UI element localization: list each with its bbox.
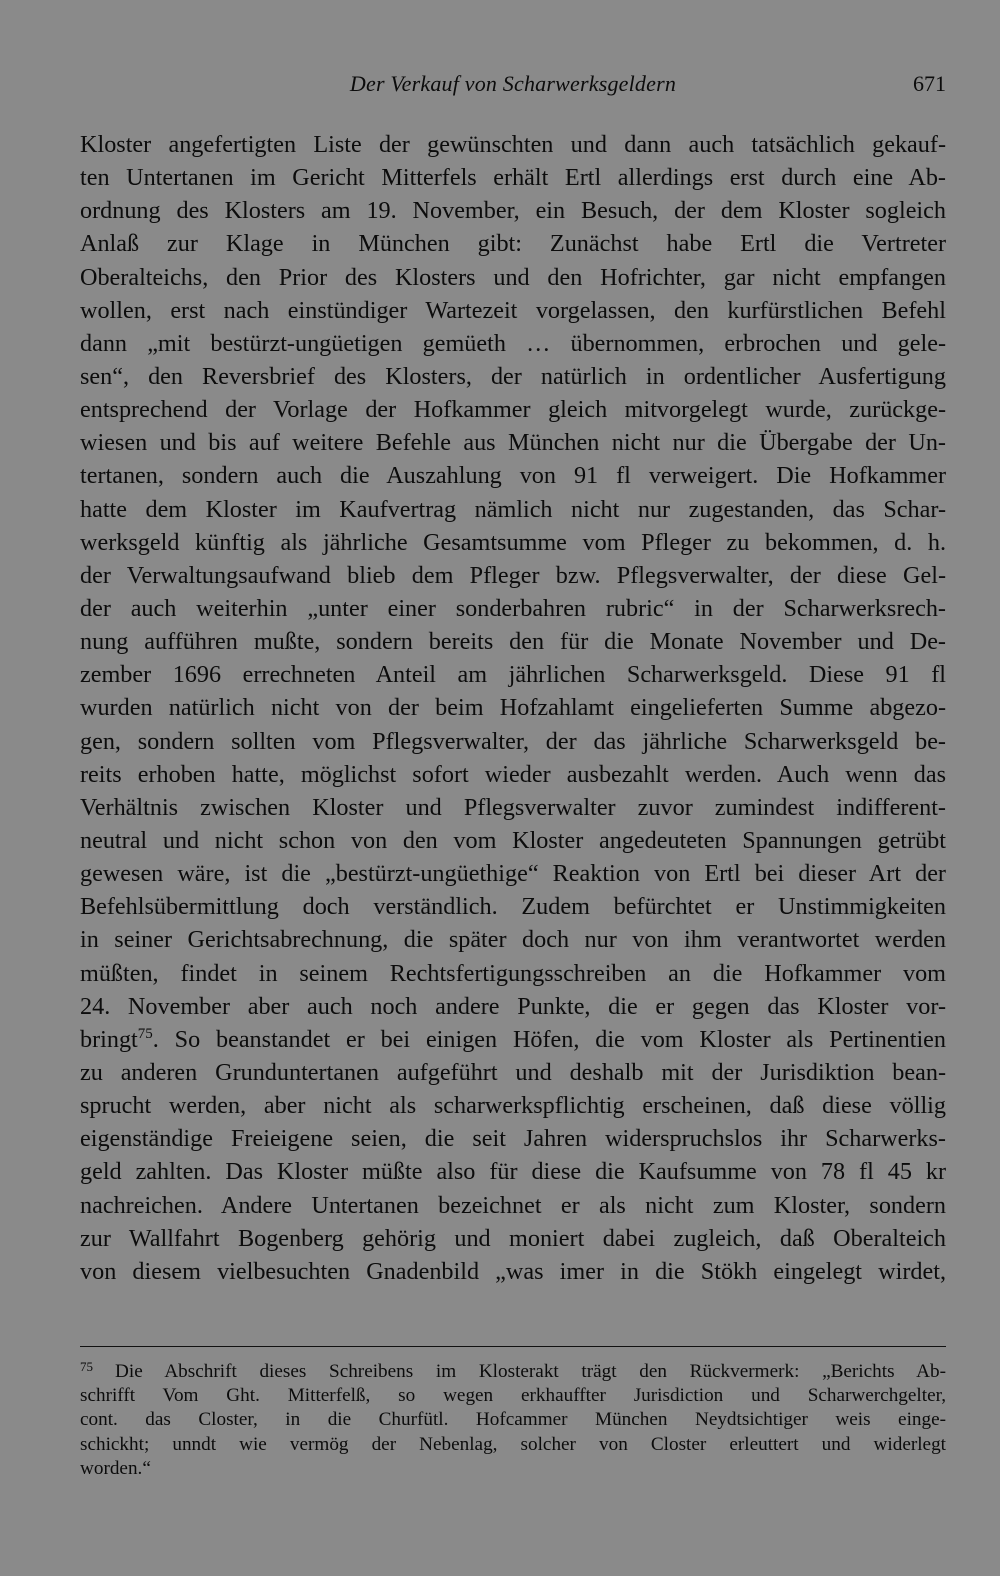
footnote-line: schrifft Vom Ght. Mitterfelß, so wegen erkhauffter Jurisdiction und Scharwerchgelter,	[80, 1385, 946, 1407]
text-line: zur Wallfahrt Bogenberg gehörig und moniert dabei zugleich, daß Oberalteich	[80, 1224, 946, 1252]
text-line: tertanen, sondern auch die Auszahlung von 91 fl verweigert. Die Hofkammer	[80, 462, 946, 490]
footnote-line	[80, 1360, 946, 1384]
text-line: Kloster angefertigten Liste der gewünschten und dann auch tatsächlich gekauf-	[80, 131, 946, 158]
text-line: müßten, findet in seinem Rechtsfertigungsschreiben an die Hofkammer vom	[80, 959, 946, 987]
text-line: wurden natürlich nicht von der beim Hofzahlamt eingelieferten Summe abgezo-	[80, 694, 946, 722]
text-line: hatte dem Kloster im Kaufvertrag nämlich nicht nur zugestanden, das Schar-	[80, 495, 946, 523]
footnote-divider	[80, 1346, 946, 1347]
text-line: der auch weiterhin „unter einer sonderbahren rubric“ in der Scharwerksrech-	[80, 594, 946, 622]
text-fragment: . So beanstandet er bei einigen Höfen, die vom Kloster als Pertinentien	[152, 1025, 946, 1053]
footnote-reference[interactable]: 75	[137, 1025, 153, 1042]
text-line: sprucht werden, aber nicht als scharwerkspflichtig erscheinen, daß diese völlig	[80, 1092, 946, 1120]
text-line: eigenständige Freieigene seien, die seit Jahren widerspruchslos ihr Scharwerks-	[80, 1125, 946, 1153]
text-line: entsprechend der Vorlage der Hofkammer gleich mitvorgelegt wurde, zurückge-	[80, 396, 946, 424]
text-line: neutral und nicht schon von den vom Kloster angedeuteten Spannungen getrübt	[80, 826, 946, 854]
text-line: dann „mit bestürzt-ungüetigen gemüeth … übernommen, erbrochen und gele-	[80, 329, 946, 357]
text-line: geld zahlten. Das Kloster müßte also für diese die Kaufsumme von 78 fl 45 kr	[80, 1158, 946, 1186]
text-line: wiesen und bis auf weitere Befehle aus München nicht nur die Übergabe der Un-	[80, 429, 946, 457]
text-line: von diesem vielbesuchten Gnadenbild „was imer in die Stökh eingelegt wirdet,	[80, 1257, 946, 1285]
text-line: sen“, den Reversbrief des Klosters, der natürlich in ordentlicher Ausfertigung	[80, 362, 946, 390]
body-text	[80, 128, 946, 1288]
text-line: gewesen wäre, ist die „bestürzt-ungüethige“ Reaktion von Ertl bei dieser Art der	[80, 860, 946, 888]
text-line: gen, sondern sollten vom Pflegsverwalter, der das jährliche Scharwerksgeld be-	[80, 727, 946, 755]
text-line: nachreichen. Andere Untertanen bezeichnet er als nicht zum Kloster, sondern	[80, 1191, 946, 1219]
running-header	[80, 66, 946, 102]
text-line: in seiner Gerichtsabrechnung, die später doch nur von ihm verantwortet werden	[80, 926, 946, 954]
text-line: Oberalteichs, den Prior des Klosters und den Hofrichter, gar nicht empfangen	[80, 263, 946, 291]
text-line: wollen, erst nach einstündiger Wartezeit vorgelassen, den kurfürstlichen Befehl	[80, 296, 946, 324]
text-line-with-footnote-ref	[80, 1023, 946, 1056]
footnote	[80, 1360, 946, 1481]
text-line: ten Untertanen im Gericht Mitterfels erhält Ertl allerdings erst durch eine Ab-	[80, 164, 946, 192]
text-line: reits erhoben hatte, möglichst sofort wieder ausbezahlt werden. Auch wenn das	[80, 760, 946, 788]
text-line: 24. November aber auch noch andere Punkte, die er gegen das Kloster vor-	[80, 992, 946, 1020]
text-line: Verhältnis zwischen Kloster und Pflegsverwalter zuvor zumindest indifferent-	[80, 793, 946, 821]
footnote-text: Die Abschrift dieses Schreibens im Klosterakt trägt den Rückvermerk: „Berichts Ab-	[115, 1361, 946, 1382]
text-line: Anlaß zur Klage in München gibt: Zunächst habe Ertl die Vertreter	[80, 230, 946, 258]
footnote-number: 75	[80, 1359, 93, 1374]
text-line: zu anderen Grunduntertanen aufgeführt und deshalb mit der Jurisdiktion bean-	[80, 1058, 946, 1086]
text-line: nung aufführen mußte, sondern bereits den für die Monate November und De-	[80, 628, 946, 656]
text-line: zember 1696 errechneten Anteil am jährlichen Scharwerksgeld. Diese 91 fl	[80, 661, 946, 689]
footnote-line: schickht; unndt wie vermög der Nebenlag, solcher von Closter erleuttert und widerlegt	[80, 1433, 946, 1455]
text-line: Befehlsübermittlung doch verständlich. Zudem befürchtet er Unstimmigkeiten	[80, 893, 946, 921]
text-line: werksgeld künftig als jährliche Gesamtsumme vom Pfleger zu bekommen, d. h.	[80, 528, 946, 556]
footnote-line: worden.“	[80, 1457, 151, 1479]
text-fragment: bringt	[80, 1025, 138, 1053]
footnote-line: cont. das Closter, in die Churfütl. Hofcammer München Neydtsichtiger weis einge-	[80, 1409, 946, 1431]
running-title: Der Verkauf von Scharwerksgeldern	[349, 71, 677, 96]
page-number: 671	[913, 71, 946, 96]
text-line: der Verwaltungsaufwand blieb dem Pfleger bzw. Pflegsverwalter, der diese Gel-	[80, 561, 946, 589]
text-line: ordnung des Klosters am 19. November, ein Besuch, der dem Kloster sogleich	[80, 197, 946, 225]
